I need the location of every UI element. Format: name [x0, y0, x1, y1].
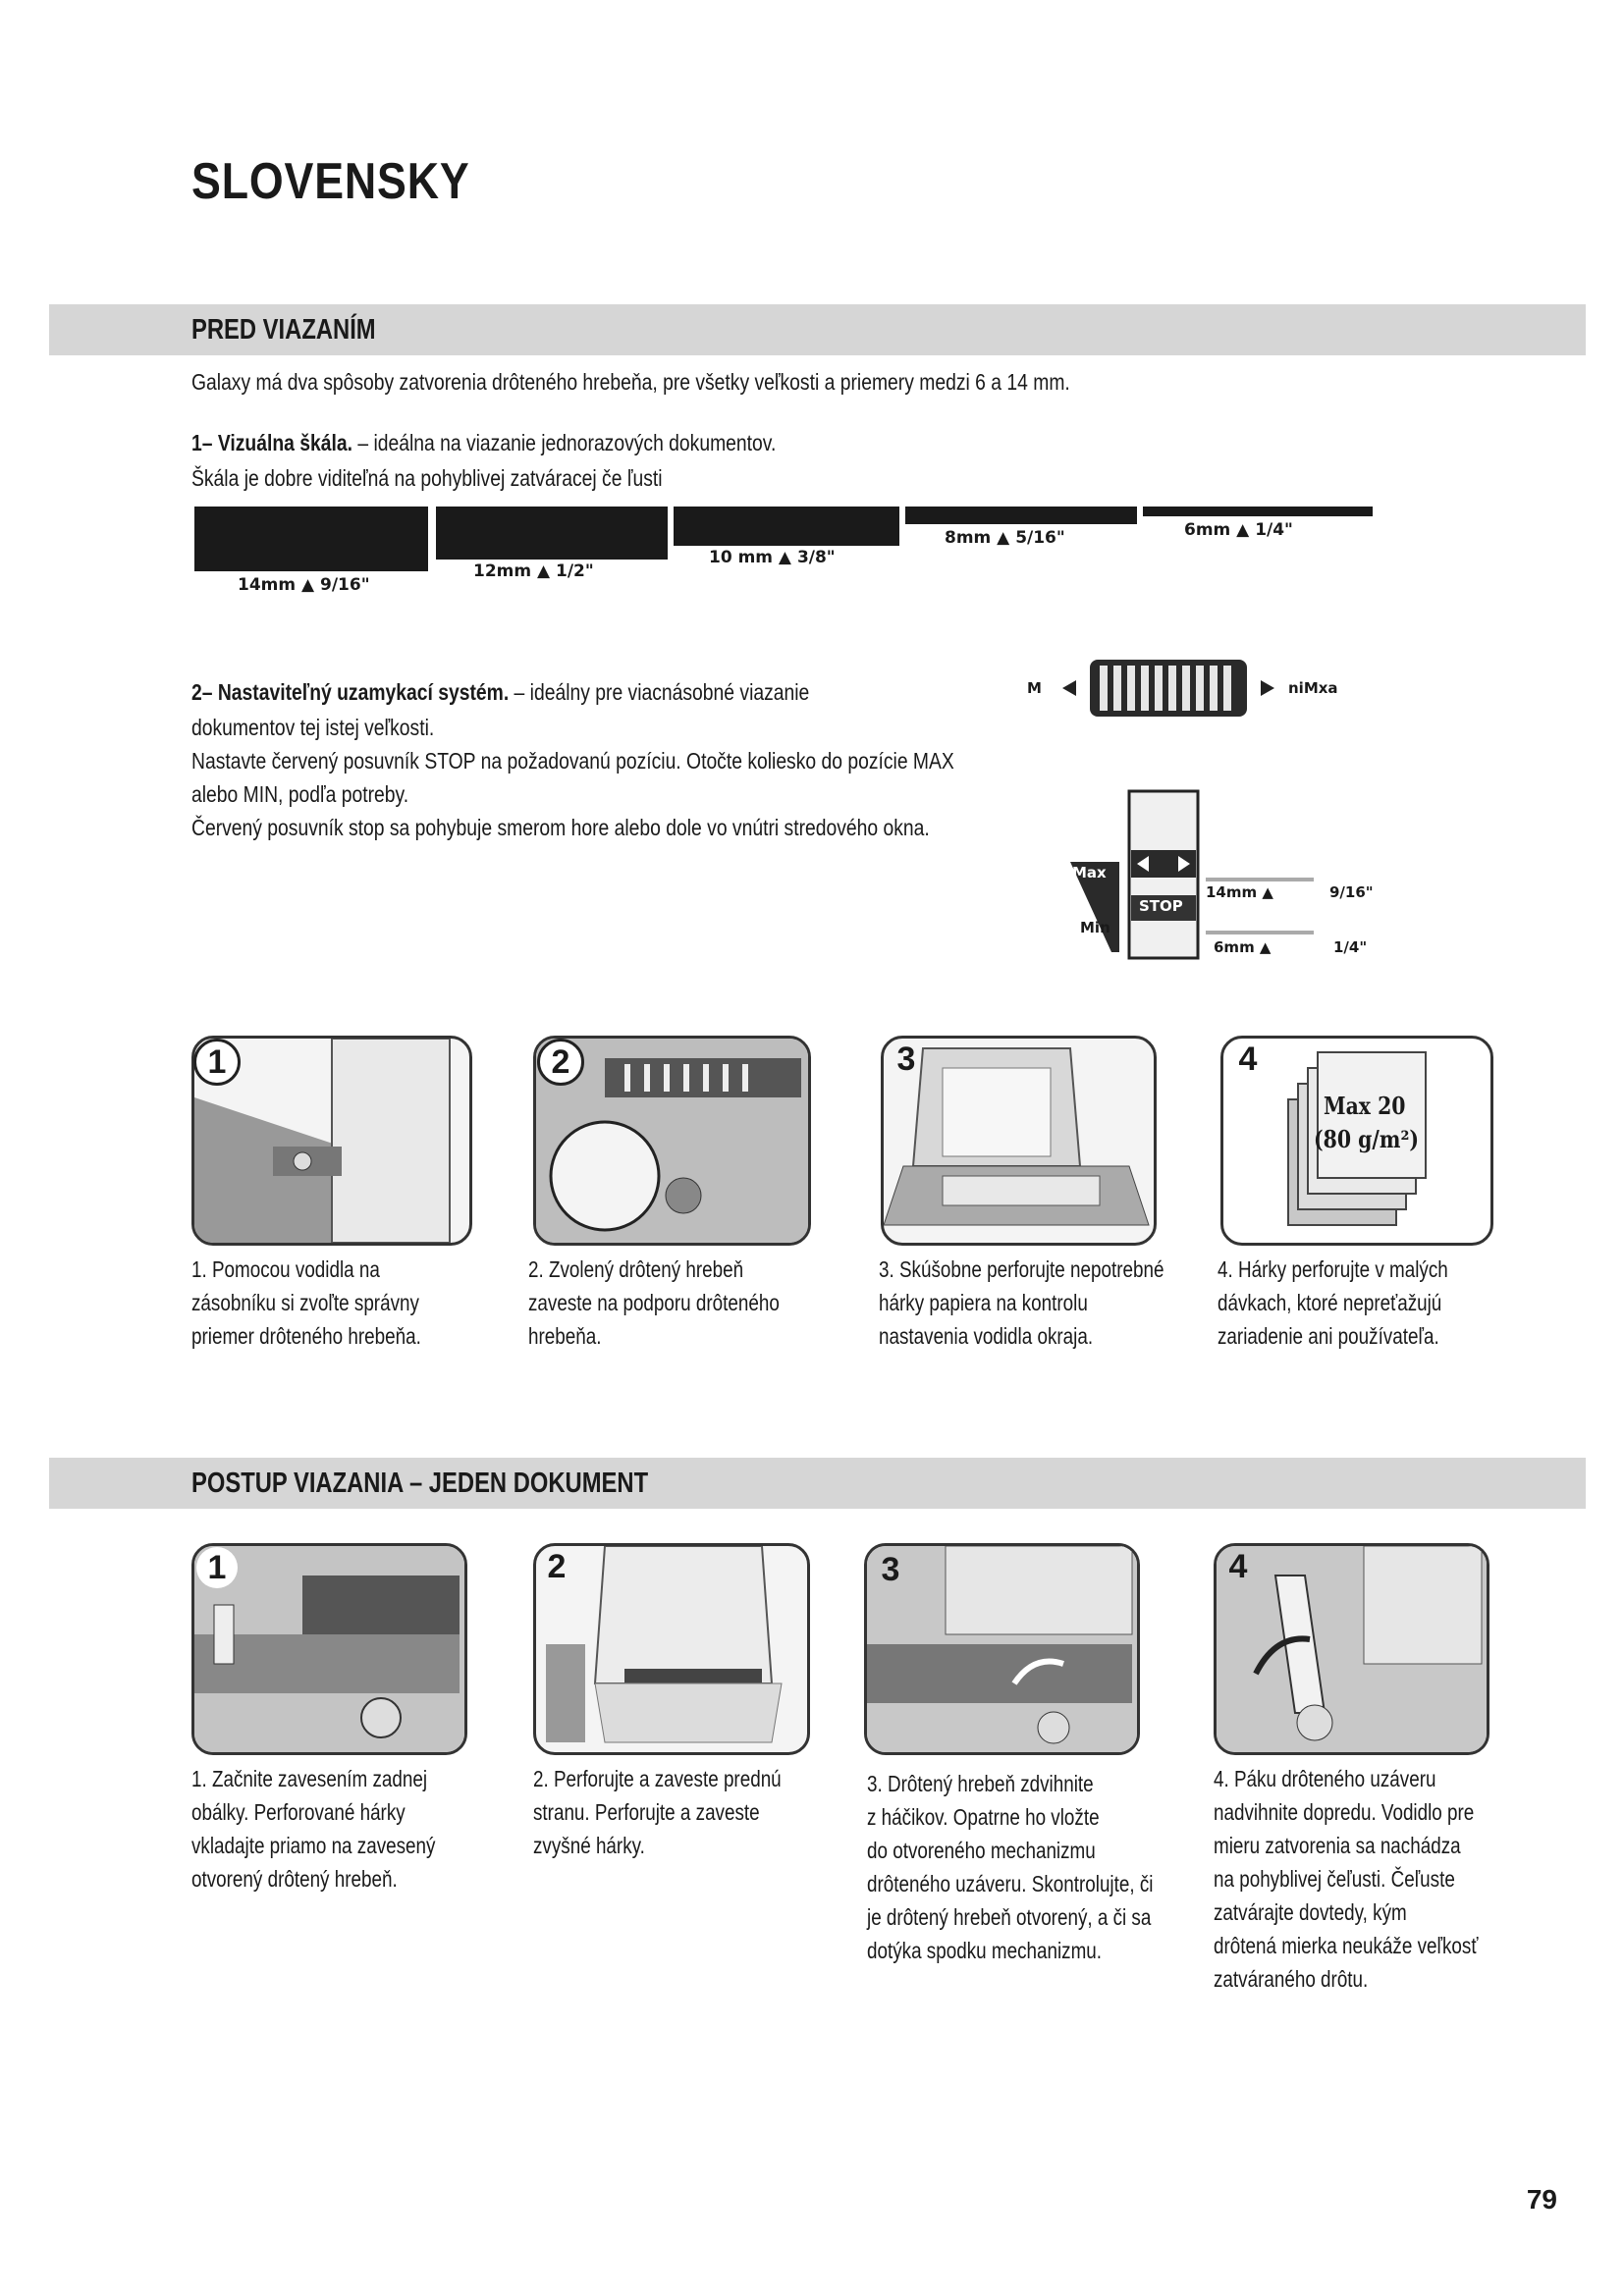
step-caption-line: 2. Zvolený drôtený hrebeň [528, 1256, 744, 1282]
stop-gauge-illustration [1070, 785, 1404, 962]
step-caption-line: zaveste na podporu drôteného [528, 1290, 780, 1315]
step-number-badge: 4 [1238, 1041, 1258, 1078]
item2-line: dokumentov tej istej veľkosti. [191, 715, 435, 740]
item2-line: Červený posuvník stop sa pohybuje smerom hore alebo dole vo vnútri stredového okna. [191, 815, 930, 840]
step-caption-line: 1. Začnite zavesením zadnej [191, 1766, 428, 1791]
step-caption-line: 2. Perforujte a zaveste prednú [533, 1766, 782, 1791]
step-caption-line: zvyšné hárky. [533, 1833, 645, 1858]
step-caption-line: 3. Skúšobne perforujte nepotrebné [879, 1256, 1164, 1282]
gauge-bottom-mm: 6mm ▲ [1214, 938, 1272, 956]
scale-bar-6mm [1143, 507, 1373, 516]
hang-front-cover-illustration [536, 1546, 807, 1752]
step-caption-line: zariadenie ani používateľa. [1218, 1323, 1439, 1349]
step-number-badge: 3 [896, 1041, 916, 1078]
step-caption-line: 1. Pomocou vodidla na [191, 1256, 380, 1282]
step-number-badge: 1 [193, 1039, 241, 1086]
dial-left-label: M [1027, 679, 1042, 697]
gauge-top-mm: 14mm ▲ [1206, 883, 1273, 901]
step-caption-line: zatváraného drôtu. [1214, 1966, 1369, 1992]
scale-bar-12mm [436, 507, 668, 560]
scale-label-6mm: 6mm ▲ 1/4" [1184, 520, 1293, 540]
step-caption-line: nastavenia vodidla okraja. [879, 1323, 1094, 1349]
scale-label-10mm: 10 mm ▲ 3/8" [709, 548, 836, 567]
step-caption-line: 4. Hárky perforujte v malých [1218, 1256, 1448, 1282]
step-caption-line: otvorený drôtený hrebeň. [191, 1866, 398, 1892]
item2-heading [191, 675, 809, 709]
step-caption-line: dotýka spodku mechanizmu. [867, 1938, 1103, 1963]
scale-bar-8mm [905, 507, 1137, 524]
scale-label-14mm: 14mm ▲ 9/16" [238, 575, 370, 595]
gauge-stop-label: STOP [1139, 897, 1183, 915]
step-caption-line: drôteného uzáveru. Skontrolujte, či [867, 1871, 1154, 1896]
step-caption-line: zásobníku si zvoľte správny [191, 1290, 419, 1315]
step-caption-line: stranu. Perforujte a zaveste [533, 1799, 760, 1825]
step-caption-line: priemer drôteného hrebeňa. [191, 1323, 421, 1349]
page-number: 79 [1526, 2184, 1557, 2215]
gauge-min-label: Min [1080, 919, 1110, 936]
intro-text: Galaxy má dva spôsoby zatvorenia drôteného hrebeňa, pre všetky veľkosti a priemery medzi 6 a 14 mm. [191, 369, 1070, 395]
step-caption-line: je drôtený hrebeň otvorený, a či sa [867, 1904, 1152, 1930]
section-heading-binding-procedure: POSTUP VIAZANIA – JEDEN DOKUMENT [191, 1468, 649, 1499]
adjustment-dial-illustration [1060, 654, 1276, 722]
step-number-badge: 2 [547, 1548, 567, 1585]
item1-rest: – ideálna na viazanie jednorazových dokumentov. [352, 430, 777, 455]
step-number-badge: 3 [881, 1551, 900, 1588]
gauge-max-label: Max [1072, 864, 1107, 881]
max-weight-label: (80 g/m²) [1314, 1125, 1420, 1153]
item1-line2: Škála je dobre viditeľná na pohyblivej zatváracej če ľusti [191, 465, 663, 491]
item1-bold: 1– Vizuálna škála. [191, 430, 352, 455]
step-caption-line: mieru zatvorenia sa nachádza [1214, 1833, 1461, 1858]
scale-label-8mm: 8mm ▲ 5/16" [945, 528, 1065, 548]
close-lever-illustration [1217, 1546, 1487, 1752]
step-caption-line: na pohyblivej čeľusti. Čeľuste [1214, 1866, 1455, 1892]
step-caption-line: hárky papiera na kontrolu [879, 1290, 1088, 1315]
scale-bar-14mm [194, 507, 428, 571]
max-sheets-label: Max 20 [1324, 1092, 1406, 1120]
step-caption-line: zatvárajte dovtedy, kým [1214, 1899, 1407, 1925]
step-caption-line: hrebeňa. [528, 1323, 602, 1349]
step-number-badge: 4 [1228, 1548, 1248, 1585]
scale-label-12mm: 12mm ▲ 1/2" [473, 561, 594, 581]
section-heading-before-binding: PRED VIAZANÍM [191, 314, 376, 346]
item2-line: Nastavte červený posuvník STOP na požadovanú pozíciu. Otočte koliesko do pozície MAX [191, 748, 954, 774]
gauge-bottom-inch: 1/4" [1333, 938, 1368, 956]
item1-heading [191, 426, 776, 459]
item2-bold: 2– Nastaviteľný uzamykací systém. [191, 679, 510, 705]
dial-right-label: niMxa [1288, 679, 1338, 697]
step-caption-line: z háčikov. Opatrne ho vložte [867, 1804, 1100, 1830]
item2-line: alebo MIN, podľa potreby. [191, 781, 409, 807]
step-caption-line: obálky. Perforované hárky [191, 1799, 406, 1825]
scale-bar-10mm [674, 507, 899, 546]
step-number-badge: 2 [537, 1039, 584, 1086]
step-caption-line: dávkach, ktoré nepreťažujú [1218, 1290, 1442, 1315]
step-number-badge: 1 [196, 1547, 238, 1588]
step-caption-line: nadvihnite dopredu. Vodidlo pre [1214, 1799, 1475, 1825]
step-caption-line: vkladajte priamo na zavesený [191, 1833, 436, 1858]
gauge-top-inch: 9/16" [1329, 883, 1374, 901]
item2-rest: – ideálny pre viacnásobné viazanie [509, 679, 810, 705]
step-caption-line: drôtená mierka neukáže veľkosť [1214, 1933, 1479, 1958]
step-caption-line: 3. Drôtený hrebeň zdvihnite [867, 1771, 1094, 1796]
page-title: SLOVENSKY [191, 153, 470, 210]
step-caption-line: do otvoreného mechanizmu [867, 1838, 1096, 1863]
step-caption-line: 4. Páku drôteného uzáveru [1214, 1766, 1436, 1791]
